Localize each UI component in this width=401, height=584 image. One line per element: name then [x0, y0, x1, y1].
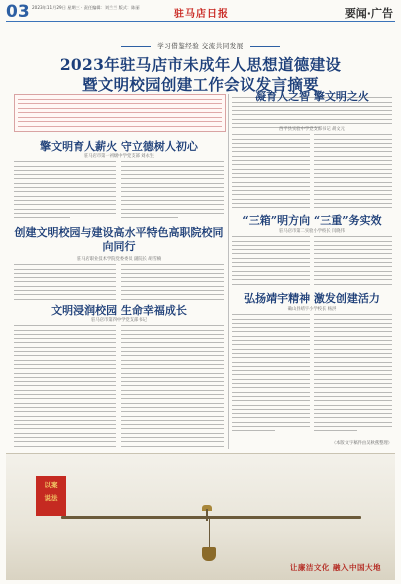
- article-body-6b: [314, 311, 392, 431]
- article-body-2b: [121, 261, 224, 301]
- masthead: [6, 3, 395, 22]
- article-body-1b: [121, 158, 224, 218]
- article-title-1: 擎文明育人薪火 守立德树人初心: [40, 140, 198, 153]
- article-byline-3: 驻马店市第四中学党支部书记: [91, 318, 147, 323]
- ad-tag-line2: 说法: [44, 494, 58, 502]
- footer-note: （本版文字稿件由吴秋燕整理）: [331, 441, 392, 446]
- article-body-4a: [232, 131, 310, 209]
- article-byline-2: 驻马店职业技术学院党委委员 副院长 胡雪楠: [76, 257, 162, 262]
- article-body-5b: [314, 233, 392, 287]
- article-byline-6: 确山县靖宇小学校长 杨洪: [287, 307, 337, 312]
- article-title-4: 凝育人之智 擎文明之火: [255, 90, 369, 103]
- headline-title-line2: 暨文明校园创建工作会议发言摘要: [81, 75, 319, 94]
- section-label: 要闻·广告: [344, 7, 393, 20]
- newspaper-logo: 驻马店日报: [174, 9, 229, 20]
- ad-tag: [36, 476, 66, 516]
- scale-weight-icon: [202, 547, 216, 561]
- issue-meta: 2023年11月29日 星期三 · 责任编辑：刘兰兰 版式：陈丽: [32, 5, 140, 10]
- anti-corruption-ad: [6, 453, 395, 580]
- article-body-3b: [121, 322, 224, 450]
- article-title-3: 文明浸润校园 生命幸福成长: [51, 304, 187, 317]
- article-body-3a: [14, 322, 116, 450]
- intro-box: [14, 94, 226, 132]
- article-body-6a: [232, 311, 310, 431]
- ad-caption: 让廉洁文化 融入中国大地: [289, 563, 381, 572]
- page-number: 03: [6, 2, 30, 22]
- article-title-2: 创建文明校园与建设高水平特色高职院校同向同行: [14, 226, 224, 253]
- headline-title-line1: 2023年驻马店市未成年人思想道德建设: [59, 55, 342, 74]
- article-body-1a: [14, 158, 116, 218]
- scale-string: [209, 519, 210, 547]
- headline-kicker: 学习借鉴经验 交流共同发展: [0, 41, 401, 50]
- ad-tag-line1: 以案: [44, 481, 58, 489]
- article-title-6: 弘扬靖宇精神 激发创建活力: [244, 292, 380, 305]
- scale-post: [206, 509, 208, 521]
- balance-scale-icon: [61, 516, 361, 519]
- article-body-5a: [232, 233, 310, 287]
- article-title-5: “三箱”明方向 “三重”务实效: [242, 214, 382, 227]
- article-body-4b: [314, 131, 392, 209]
- article-byline-1: 驻马店市第一初级中学党支部 刘永生: [83, 154, 155, 159]
- article-byline-5: 驻马店市第二实验小学校长 闫晓伟: [279, 229, 345, 234]
- column-divider: [228, 94, 229, 449]
- article-body-2a: [14, 261, 116, 301]
- article-byline-4: 西平县实验中学党支部书记 胡文元: [279, 127, 345, 132]
